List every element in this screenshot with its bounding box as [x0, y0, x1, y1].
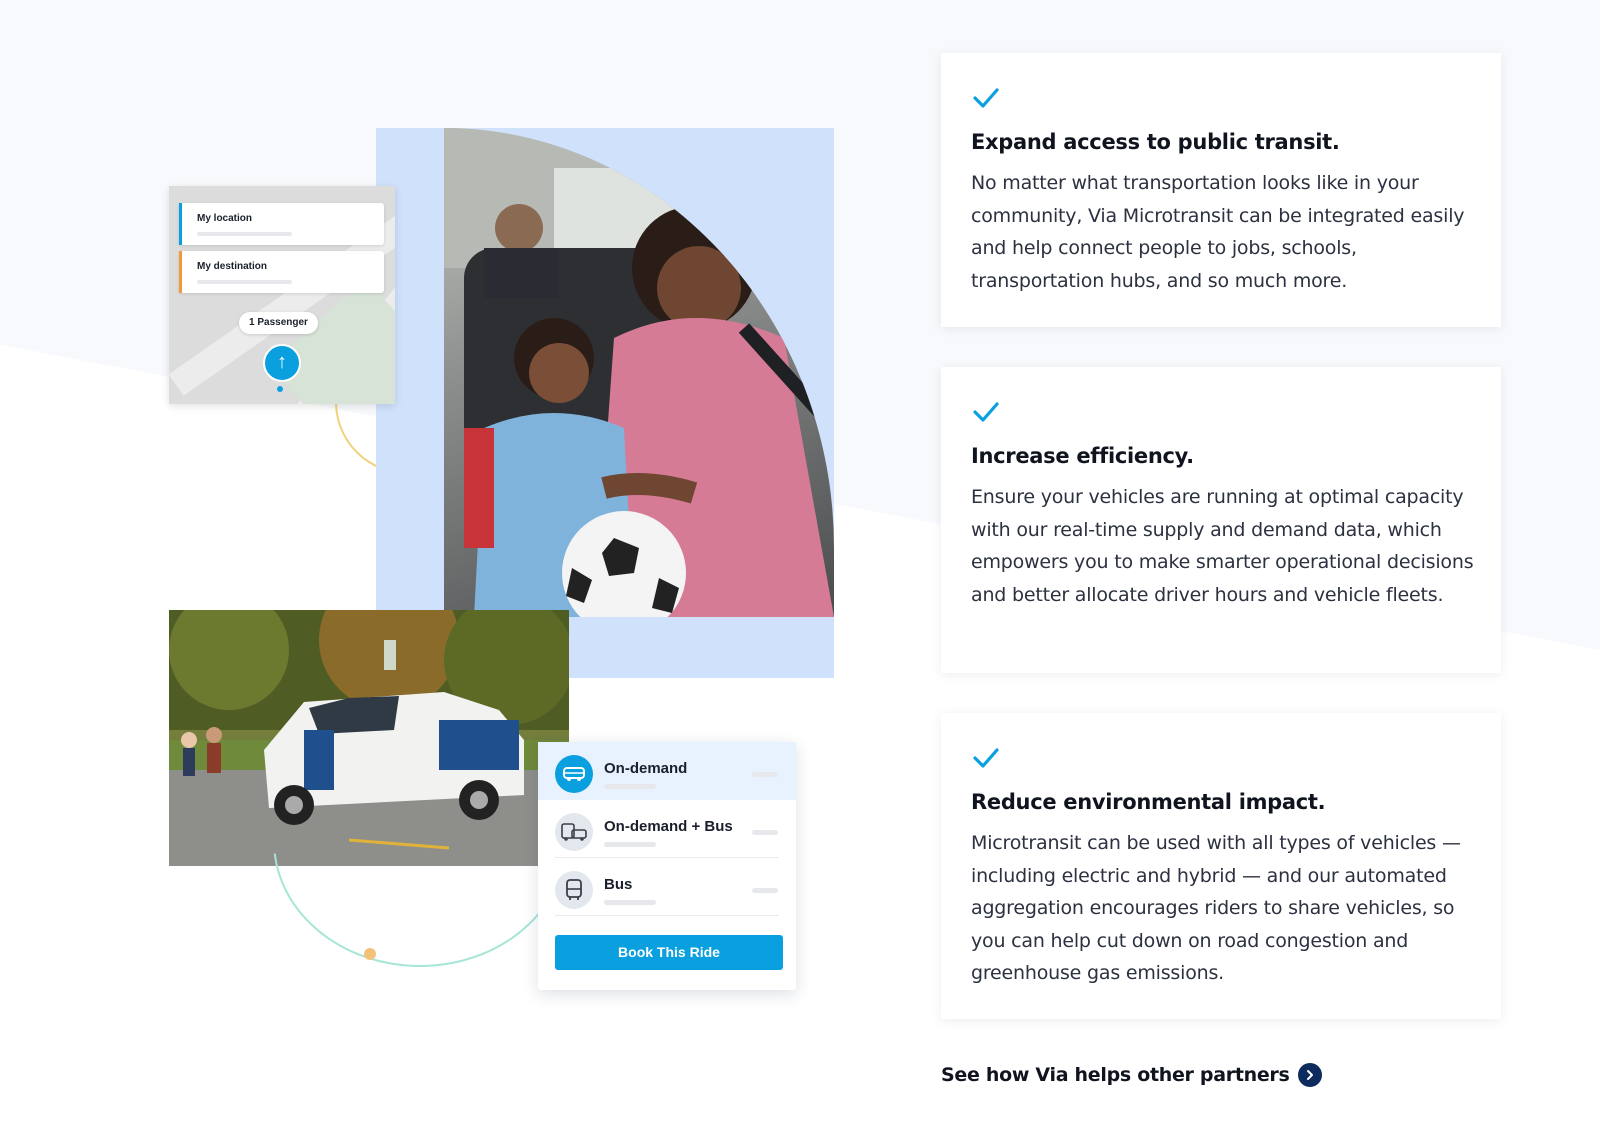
destination-label: My destination: [197, 261, 268, 272]
decorative-dot: [364, 948, 376, 960]
benefit-title: Increase efficiency.: [971, 444, 1194, 468]
benefit-title: Expand access to public transit.: [971, 130, 1340, 154]
benefit-card-environment: [941, 713, 1501, 1019]
destination-value-placeholder: [197, 280, 292, 284]
origin-label: My location: [197, 213, 253, 224]
bus-icon: [555, 871, 593, 909]
ride-option-label: Bus: [604, 876, 633, 893]
benefit-title: Reduce environmental impact.: [971, 790, 1326, 814]
ride-option-on-demand[interactable]: [538, 742, 796, 800]
passenger-count-pill[interactable]: 1 Passenger: [239, 312, 318, 334]
location-dot: [277, 386, 283, 392]
ride-option-label: On-demand + Bus: [604, 818, 733, 835]
benefit-card-access: [941, 53, 1501, 327]
photo-passengers-in-car: [444, 128, 834, 617]
book-ride-button[interactable]: Book This Ride: [555, 935, 783, 970]
benefit-description: Microtransit can be used with all types of vehicles — including electric and hybrid — and our automated aggregation encourages riders to share vehicles, so you can help cut down on road congestion and greenhouse gas emissions.: [971, 832, 1461, 984]
chevron-right-icon: [1298, 1063, 1322, 1087]
ride-option-label: On-demand: [604, 760, 688, 777]
arrow-up-icon: ↑: [263, 344, 301, 382]
origin-value-placeholder: [197, 232, 292, 236]
checkmark-icon: [971, 397, 1001, 427]
checkmark-icon: [971, 83, 1001, 113]
ride-option-detail-placeholder: [604, 784, 656, 789]
trip-planner-map: [169, 186, 395, 404]
divider: [555, 915, 779, 916]
ride-option-price-placeholder: [752, 772, 778, 777]
origin-field[interactable]: [179, 203, 384, 245]
checkmark-icon: [971, 743, 1001, 773]
ride-options-card: [538, 742, 796, 990]
ride-option-on-demand-bus[interactable]: [538, 800, 796, 858]
benefit-description: Ensure your vehicles are running at optimal capacity with our real-time supply and demand data, which empowers you to make smarter operational decisions and better allocate driver hours and vehicle fleets.: [971, 486, 1474, 606]
van-bus-icon: [555, 813, 593, 851]
photo-shuttle-vehicle: [169, 610, 569, 866]
ride-option-detail-placeholder: [604, 842, 656, 847]
ride-option-price-placeholder: [752, 888, 778, 893]
destination-accent: [179, 251, 182, 293]
ride-option-bus[interactable]: [538, 858, 796, 916]
benefit-card-efficiency: [941, 367, 1501, 673]
destination-field[interactable]: [179, 251, 384, 293]
ride-option-price-placeholder: [752, 830, 778, 835]
partners-link[interactable]: [941, 1060, 1322, 1090]
partners-link-label: See how Via helps other partners: [941, 1064, 1290, 1086]
ride-option-detail-placeholder: [604, 900, 656, 905]
origin-accent: [179, 203, 182, 245]
benefit-description: No matter what transportation looks like in your community, Via Microtransit can be integrated easily and help connect people to jobs, schools, transportation hubs, and so much more.: [971, 172, 1465, 292]
van-icon: [555, 755, 593, 793]
